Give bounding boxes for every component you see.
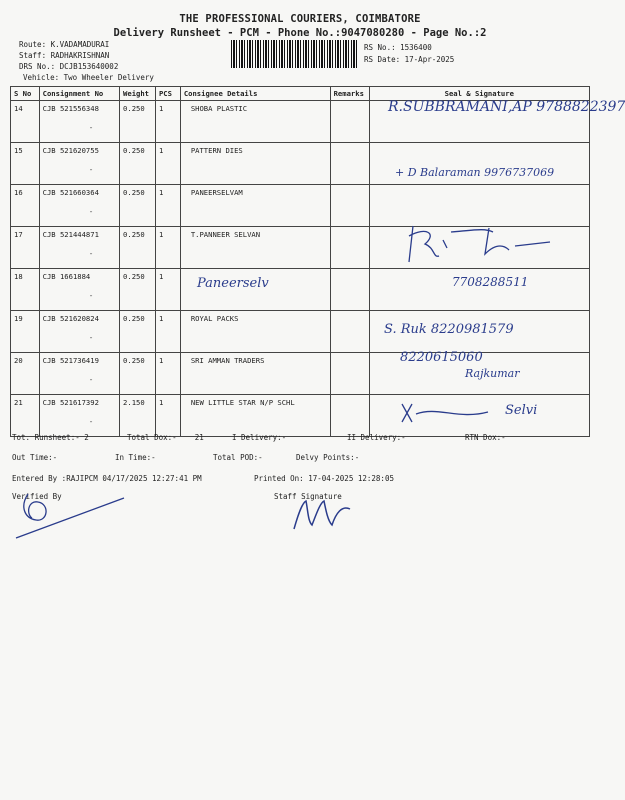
col-pcs: PCS: [155, 87, 180, 101]
total-dox: Total Dox:- 21: [127, 433, 204, 442]
vehicle-value: Two Wheeler Delivery: [63, 73, 154, 82]
ii-delivery: II Delivery:-: [347, 433, 406, 442]
verifier-signature: [14, 488, 134, 544]
handwritten-name-row21: Selvi: [505, 403, 538, 418]
handwritten-number-row20: 8220615060: [400, 350, 483, 365]
verified-by: Verified By: [12, 492, 62, 501]
handwritten-consignee-row18: Paneerselv: [197, 276, 269, 291]
route-value: K.VADAMADURAI: [50, 40, 110, 49]
runsheet-subtitle: Delivery Runsheet - PCM - Phone No.:9047080280 - Page No.:2: [113, 27, 487, 39]
table-row: 18 CJB 1661884 - 0.250 1: [11, 269, 590, 311]
total-runsheet: Tot. Runsheet:- 2: [12, 433, 89, 442]
col-sno: S No: [11, 87, 40, 101]
entered-by: Entered By :RAJIPCM 04/17/2025 12:27:41 PM: [12, 474, 202, 483]
col-consignee: Consignee Details: [180, 87, 330, 101]
barcode: [231, 40, 357, 68]
staff-signature: [288, 495, 358, 535]
in-time: In Time:-: [115, 453, 156, 462]
handwritten-signature-row19: S. Ruk 8220981579: [384, 322, 514, 337]
out-time: Out Time:-: [12, 453, 58, 462]
rs-date-value: 17-Apr-2025: [404, 55, 455, 64]
col-remarks: Remarks: [330, 87, 369, 101]
col-weight: Weight: [120, 87, 156, 101]
table-row: 17 CJB 521444871 - 0.250 1 T.PANNEER SELVAN: [11, 227, 590, 269]
col-consignment: Consignment No: [39, 87, 119, 101]
handwritten-signature-row17: [405, 218, 555, 266]
drs-line: DRS No.: DCJB153640002: [19, 62, 119, 71]
rs-no-value: 1536400: [400, 43, 432, 52]
total-pod: Total POD:-: [213, 453, 263, 462]
handwritten-signature-row16: + D Balaraman 9976737069: [395, 166, 555, 179]
handwritten-name-row20: Rajkumar: [465, 367, 520, 380]
staff-value: RADHAKRISHNAN: [50, 51, 110, 60]
staff-line: Staff: RADHAKRISHNAN: [19, 51, 110, 60]
table-row: 21 CJB 521617392 - 2.150 1 NEW LITTLE STAR N/P SCHL: [11, 395, 590, 437]
company-name: THE PROFESSIONAL COURIERS, COIMBATORE: [179, 13, 421, 25]
i-delivery: I Delivery:-: [232, 433, 287, 442]
delvy-points: Delvy Points:-: [296, 453, 360, 462]
table-row: 14 CJB 521556348 - 0.250 1 SHOBA PLASTIC: [11, 101, 590, 143]
vehicle-line: Vehicle: Two Wheeler Delivery: [23, 73, 154, 82]
handwritten-signature-row18: 7708288511: [452, 275, 529, 289]
table-row: 19 CJB 521620824 - 0.250 1 ROYAL PACKS: [11, 311, 590, 353]
table-row: 20 CJB 521736419 - 0.250 1 SRI AMMAN TRADERS: [11, 353, 590, 395]
drs-value: DCJB153640002: [59, 62, 119, 71]
rs-date-line: RS Date: 17-Apr-2025: [364, 55, 455, 64]
rtn-dox: RTN Dox:-: [465, 433, 506, 442]
table-row: 16 CJB 521660364 - 0.250 1 PANEERSELVAM: [11, 185, 590, 227]
staff-signature-label: Staff Signature: [274, 492, 342, 501]
table-row: 15 CJB 521620755 - 0.250 1 PATTERN DIES: [11, 143, 590, 185]
col-seal-signature: Seal & Signature: [369, 87, 589, 101]
handwritten-signature-row14: R.SUBBRAMANI,AP 9788822397: [388, 99, 625, 115]
printed-on: Printed On: 17-04-2025 12:28:05: [254, 474, 394, 483]
route-line: Route: K.VADAMADURAI: [19, 40, 110, 49]
rs-no-line: RS No.: 1536400: [364, 43, 432, 52]
